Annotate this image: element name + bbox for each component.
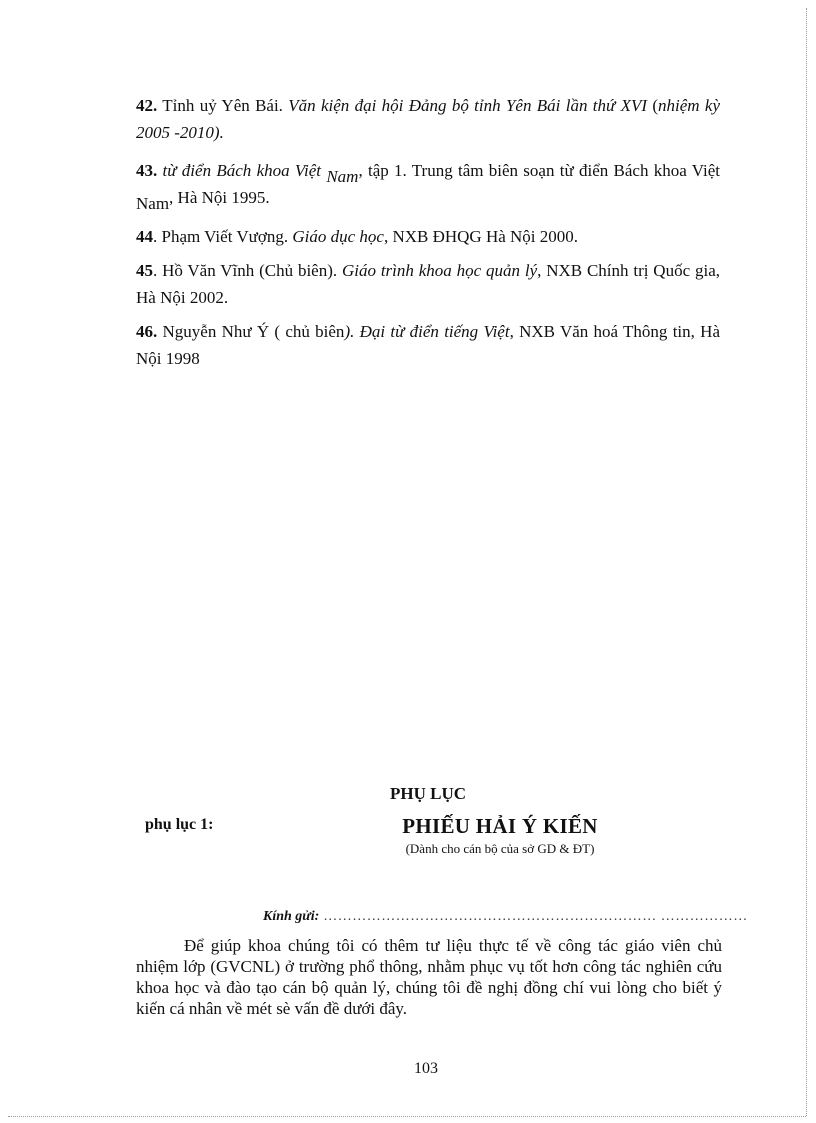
reference-author: Tỉnh uỷ Yên Bái. [157, 96, 289, 115]
greeting-dots: …………………………………………………………… ……………… [319, 909, 748, 924]
reference-place-year: , Hà Nội 1995. [169, 188, 270, 207]
reference-title: Giáo dục học [292, 227, 384, 246]
reference-title: Giáo trình khoa học quản lý [341, 261, 538, 280]
reference-46 [136, 318, 720, 372]
reference-42 [136, 92, 720, 146]
greeting-label: Kính gửi: [263, 909, 320, 924]
form-title: PHIẾU HẢI Ý KIẾN [402, 814, 598, 838]
reference-title: ). Đại từ điển tiếng Việt [344, 322, 510, 341]
appendix-label: phụ lục 1: [145, 816, 214, 833]
reference-author: . Hồ Văn Vĩnh (Chủ biên). [153, 261, 342, 280]
reference-number: 43. [136, 161, 158, 180]
reference-45 [136, 257, 720, 311]
reference-term: nhiệm kỳ 2005 -2010). [136, 96, 720, 142]
reference-publisher: , NXB Văn hoá Thông tin, Hà Nội 1998 [136, 322, 720, 368]
reference-publisher-sub: Nam [136, 194, 170, 213]
reference-author: . Phạm Viết Vượng. [153, 227, 293, 246]
page-border-bottom [8, 1116, 806, 1117]
reference-number: 45 [136, 261, 153, 280]
page-border-right [806, 8, 807, 1116]
reference-number: 44 [136, 227, 153, 246]
reference-43 [136, 157, 720, 211]
reference-paren: ( [647, 96, 659, 115]
reference-number: 46. [136, 322, 158, 341]
reference-number: 42. [136, 96, 158, 115]
page-number: 103 [414, 1060, 438, 1077]
reference-publisher: , tập 1. Trung tâm biên soạn từ điển Bách khoa Việt [358, 161, 721, 180]
appendix-heading: PHỤ LỤC [389, 784, 467, 803]
reference-publisher: , NXB Chính trị Quốc gia, Hà Nội 2002. [136, 261, 720, 307]
reference-title: từ điển Bách khoa Việt [157, 161, 327, 180]
intro-paragraph: Để giúp khoa chúng tôi có thêm tư liệu thực tế về công tác giáo viên chủ nhiệm lớp (GVCNL) ở trường phổ thông, nhằm phục vụ tốt hơn công tác nghiên cứu khoa học và đào tạo cán bộ quản lý, chúng tôi đề nghị đồng chí vui lòng cho biết ý kiến cá nhân về mét sè vấn đề dưới đây. [136, 936, 722, 1018]
reference-44 [136, 223, 720, 250]
form-subtitle: (Dành cho cán bộ của sở GD & ĐT) [405, 841, 595, 856]
greeting-line [263, 909, 748, 925]
reference-author: Nguyễn Như Ý ( chủ biên [157, 322, 345, 341]
reference-title: Văn kiện đại hội Đảng bộ tỉnh Yên Bái lần thứ XVI [288, 96, 648, 115]
reference-title-sub: Nam [326, 167, 359, 186]
reference-publisher: , NXB ĐHQG Hà Nội 2000. [383, 227, 579, 246]
